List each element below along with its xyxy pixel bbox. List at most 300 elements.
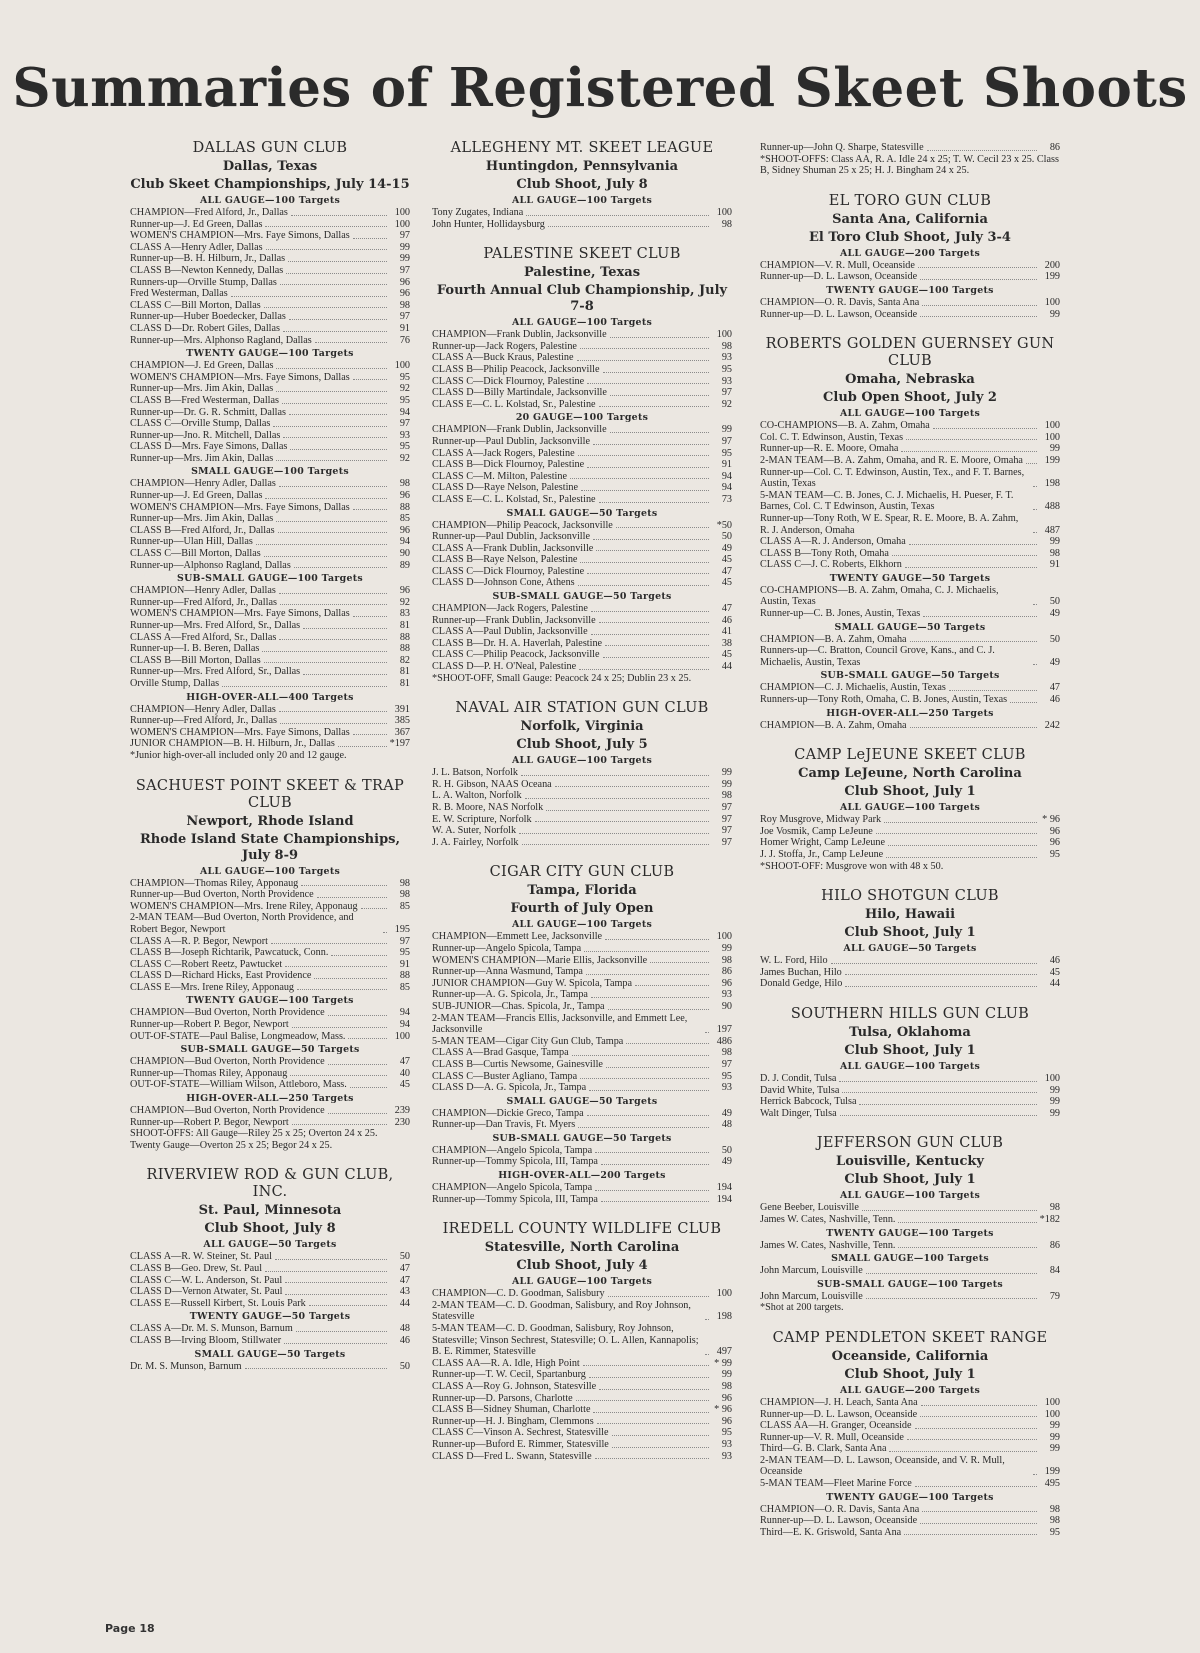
- score: 194: [716, 1182, 732, 1194]
- dot-leader: [599, 1389, 709, 1390]
- score: 97: [399, 935, 410, 947]
- score: 95: [721, 447, 732, 459]
- dot-leader: [292, 1027, 387, 1028]
- shooter-name: Runner-up—H. J. Bingham, Clemmons: [432, 1415, 594, 1427]
- score: 45: [721, 554, 732, 566]
- event-title: Club Shoot, July 4: [516, 1258, 648, 1274]
- score: 100: [1044, 296, 1060, 308]
- shooter-name: WOMEN'S CHAMPION—Mrs. Faye Simons, Dallas: [130, 726, 350, 738]
- score: 84: [1049, 1265, 1060, 1277]
- shooter-name: CLASS E—Russell Kirbert, St. Louis Park: [130, 1297, 306, 1309]
- shooter-name: 5-MAN TEAM—Fleet Marine Force: [760, 1478, 912, 1490]
- dot-leader: [1033, 1474, 1037, 1475]
- club-section: [432, 246, 732, 684]
- club-name: ALLEGHENY MT. SKEET LEAGUE: [450, 140, 714, 156]
- shooter-name: John Marcum, Louisville: [760, 1290, 863, 1302]
- gauge-group: [432, 508, 732, 590]
- dot-leader: [522, 844, 710, 845]
- score: 45: [399, 1079, 410, 1091]
- shooter-name: CLASS A—Fred Alford, Sr., Dallas: [130, 631, 277, 643]
- gauge-group: [130, 1349, 410, 1373]
- result-row: [432, 955, 732, 967]
- dot-leader: [572, 1055, 709, 1056]
- gauge-heading: ALL GAUGE—50 Targets: [203, 1239, 337, 1251]
- result-row: [432, 1156, 732, 1168]
- score: 47: [721, 565, 732, 577]
- result-row: [130, 513, 410, 525]
- result-row: [432, 931, 732, 943]
- result-row: [760, 1443, 1060, 1455]
- score: 96: [1049, 837, 1060, 849]
- score: 92: [399, 383, 410, 395]
- result-row: [760, 297, 1060, 309]
- dot-leader: [587, 1115, 709, 1116]
- event-title: Club Shoot, July 1: [844, 1366, 976, 1382]
- result-row: [130, 560, 410, 572]
- dot-leader: [862, 1210, 1037, 1211]
- score: 97: [721, 813, 732, 825]
- result-row: [130, 323, 410, 335]
- score: 197: [716, 1024, 732, 1036]
- club-section: [130, 1167, 410, 1372]
- results-columns: [0, 140, 1200, 1620]
- gauge-heading: SUB-SMALL GAUGE—100 Targets: [817, 1278, 1003, 1290]
- result-row: [760, 1455, 1060, 1478]
- result-row: [432, 482, 732, 494]
- score: 239: [394, 1105, 410, 1117]
- result-row: [760, 837, 1060, 849]
- score: 95: [1049, 1526, 1060, 1538]
- result-row: [760, 814, 1060, 826]
- dot-leader: [593, 444, 709, 445]
- shooter-name: CLASS D—Fred L. Swann, Statesville: [432, 1450, 592, 1462]
- shooter-name: CHAMPION—Henry Adler, Dallas: [130, 585, 276, 597]
- result-row: [130, 502, 410, 514]
- gauge-group: [432, 317, 732, 410]
- shooter-name: OUT-OF-STATE—William Wilson, Attleboro, Mass.: [130, 1079, 347, 1091]
- dot-leader: [597, 1423, 709, 1424]
- result-row: [130, 959, 410, 971]
- event-title: El Toro Club Shoot, July 3-4: [809, 229, 1011, 245]
- dot-leader: [905, 567, 1037, 568]
- shooter-name: CHAMPION—Thomas Riley, Apponaug: [130, 877, 299, 889]
- dot-leader: [296, 1331, 387, 1332]
- dot-leader: [265, 498, 387, 499]
- score: 92: [399, 596, 410, 608]
- result-row: [432, 989, 732, 1001]
- dot-leader: [291, 215, 387, 216]
- score: 98: [721, 218, 732, 230]
- result-row: [432, 1393, 732, 1405]
- dot-leader: [283, 331, 387, 332]
- result-row: [760, 585, 1060, 608]
- result-row: [432, 448, 732, 460]
- result-row: [432, 1036, 732, 1048]
- result-row: [432, 387, 732, 399]
- result-row: [760, 1420, 1060, 1432]
- score: 100: [1044, 1396, 1060, 1408]
- score: 49: [1049, 608, 1060, 620]
- gauge-heading: SMALL GAUGE—50 Targets: [506, 1095, 658, 1107]
- score: 50: [399, 1360, 410, 1372]
- dot-leader: [589, 1377, 709, 1378]
- result-row: [760, 260, 1060, 272]
- club-section: [432, 140, 732, 230]
- score: 99: [1049, 1431, 1060, 1443]
- result-row: [130, 655, 410, 667]
- score: 98: [399, 299, 410, 311]
- shooter-name: CHAMPION—Dickie Greco, Tampa: [432, 1107, 584, 1119]
- result-row: [130, 525, 410, 537]
- result-row: [760, 720, 1060, 732]
- club-location: Newport, Rhode Island: [186, 813, 354, 829]
- shooter-name: Runner-up—D. L. Lawson, Oceanside: [760, 1408, 918, 1420]
- dot-leader: [309, 1305, 387, 1306]
- dot-leader: [591, 611, 709, 612]
- gauge-group: [760, 622, 1060, 669]
- result-row: [760, 682, 1060, 694]
- dot-leader: [601, 1164, 709, 1165]
- shooter-name: CHAMPION—Henry Adler, Dallas: [130, 703, 276, 715]
- score: 99: [721, 424, 732, 436]
- score: *182: [1039, 1213, 1060, 1225]
- score: 95: [399, 371, 410, 383]
- result-row: [130, 947, 410, 959]
- result-row: [432, 1108, 732, 1120]
- result-row: [130, 585, 410, 597]
- dot-leader: [273, 426, 387, 427]
- shooter-name: JUNIOR CHAMPION—B. H. Hilburn, Jr., Dallas: [130, 738, 335, 750]
- shooter-name: W. L. Ford, Hilo: [760, 955, 828, 967]
- score: 47: [721, 603, 732, 615]
- score: 96: [399, 490, 410, 502]
- shooter-name: CHAMPION—Bud Overton, North Providence: [130, 1105, 325, 1117]
- score: 47: [1049, 682, 1060, 694]
- club-section: [760, 1006, 1060, 1119]
- dot-leader: [328, 1015, 387, 1016]
- result-row: [130, 1019, 410, 1031]
- shooter-name: CLASS D—Dr. Robert Giles, Dallas: [130, 322, 280, 334]
- score: 98: [399, 889, 410, 901]
- dot-leader: [279, 711, 387, 712]
- result-row: [432, 1451, 732, 1463]
- gauge-group: [130, 1093, 410, 1128]
- dot-leader: [595, 1152, 709, 1153]
- club-section: [432, 1221, 732, 1462]
- shooter-name: CHAMPION—B. A. Zahm, Omaha: [760, 633, 907, 645]
- dot-leader: [265, 226, 387, 227]
- shooter-name: James Buchan, Hilo: [760, 966, 842, 978]
- dot-leader: [612, 1447, 709, 1448]
- shooter-name: CHAMPION—J. H. Leach, Santa Ana: [760, 1396, 918, 1408]
- gauge-heading: ALL GAUGE—200 Targets: [839, 1384, 981, 1396]
- shooter-name: CLASS B—Dick Flournoy, Palestine: [432, 459, 585, 471]
- score: 391: [394, 703, 410, 715]
- dot-leader: [1033, 664, 1037, 665]
- club-name: ROBERTS GOLDEN GUERNSEY GUN CLUB: [765, 336, 1055, 370]
- result-row: [432, 1182, 732, 1194]
- result-row: [760, 955, 1060, 967]
- dot-leader: [303, 674, 387, 675]
- score: 49: [721, 542, 732, 554]
- dot-leader: [353, 509, 387, 510]
- shooter-name: Runner-up—Mrs. Jim Akin, Dallas: [130, 383, 274, 395]
- shooter-name: Roy Musgrove, Midway Park: [760, 814, 882, 826]
- score: 242: [1044, 719, 1060, 731]
- score: 99: [1049, 308, 1060, 320]
- shooter-name: 2-MAN TEAM—C. D. Goodman, Salisbury, and Roy Johnson, Statesville: [432, 1299, 691, 1323]
- dot-leader: [578, 1127, 709, 1128]
- shooter-name: JUNIOR CHAMPION—Guy W. Spicola, Tampa: [432, 977, 633, 989]
- result-row: [432, 966, 732, 978]
- shooter-name: Runner-up—Col. C. T. Edwinson, Austin, Tex., and F. T. Barnes, Austin, Texas: [760, 466, 1025, 490]
- result-row: [130, 608, 410, 620]
- shooter-name: W. A. Suter, Norfolk: [432, 825, 517, 837]
- result-row: [432, 554, 732, 566]
- shooter-name: R. B. Moore, NAS Norfolk: [432, 802, 544, 813]
- result-row: [130, 360, 410, 372]
- club-location: Camp LeJeune, North Carolina: [798, 766, 1022, 782]
- dot-leader: [285, 1282, 387, 1283]
- shooter-name: J. A. Fairley, Norfolk: [432, 836, 519, 848]
- dot-leader: [265, 1271, 387, 1272]
- shooter-name: Runner-up—Tony Roth, W E. Spear, R. E. Moore, B. A. Zahm, R. J. Anderson, Omaha: [760, 512, 1019, 536]
- score: 88: [399, 970, 410, 982]
- shooter-name: CLASS B—Fred Westerman, Dallas: [130, 394, 279, 406]
- dot-leader: [599, 622, 709, 623]
- result-row: [432, 1071, 732, 1083]
- club-section: [760, 193, 1060, 320]
- shooter-name: Runner-up—Ulan Hill, Dallas: [130, 536, 253, 548]
- shooter-name: Runner-up—I. B. Beren, Dallas: [130, 643, 260, 655]
- club-section: [760, 336, 1060, 731]
- dot-leader: [264, 662, 387, 663]
- result-row: [760, 1504, 1060, 1516]
- dot-leader: [290, 1075, 387, 1076]
- club-name: CAMP PENDLETON SKEET RANGE: [772, 1329, 1048, 1346]
- dot-leader: [606, 1067, 709, 1068]
- result-row: [432, 1300, 732, 1323]
- score: 50: [721, 1144, 732, 1156]
- result-row: [130, 715, 410, 727]
- shooter-name: Runners-up—C. Bratton, Council Grove, Kans., and C. J. Michaelis, Austin, Texas: [760, 645, 995, 668]
- dot-leader: [276, 521, 387, 522]
- score: 95: [721, 363, 732, 375]
- score: 199: [1044, 1466, 1060, 1478]
- gauge-heading: 20 GAUGE—100 Targets: [515, 412, 649, 424]
- shooter-name: CHAMPION—C. D. Goodman, Salisbury: [432, 1288, 605, 1300]
- shooter-name: CLASS D—A. G. Spicola, Jr., Tampa: [432, 1082, 587, 1094]
- dot-leader: [866, 1273, 1037, 1274]
- shooter-name: Runner-up—Mrs. Jim Akin, Dallas: [130, 513, 274, 525]
- result-row: [760, 978, 1060, 990]
- result-row: [130, 632, 410, 644]
- result-row: [432, 1047, 732, 1059]
- dot-leader: [1033, 509, 1037, 510]
- dot-leader: [901, 451, 1037, 452]
- dot-leader: [290, 449, 387, 450]
- club-location: Norfolk, Virginia: [520, 719, 644, 735]
- dot-leader: [650, 962, 709, 963]
- score: 99: [1049, 1443, 1060, 1455]
- shooter-name: WOMEN'S CHAMPION—Mrs. Faye Simons, Dallas: [130, 371, 350, 383]
- shooter-name: Donald Gedge, Hilo: [760, 978, 843, 990]
- result-row: [130, 1031, 410, 1043]
- shooter-name: Runner-up—Fred Alford, Jr., Dallas: [130, 596, 277, 608]
- result-row: [130, 901, 410, 913]
- score: 100: [394, 360, 410, 372]
- score: 86: [1049, 142, 1060, 153]
- score: 38: [721, 637, 732, 649]
- dot-leader: [222, 686, 387, 687]
- club-location: Huntingdon, Pennsylvania: [485, 159, 679, 174]
- shooter-name: James W. Cates, Nashville, Tenn.: [760, 1213, 896, 1225]
- result-row: [130, 970, 410, 982]
- score: 47: [399, 1274, 410, 1286]
- dot-leader: [286, 273, 387, 274]
- dot-leader: [1010, 702, 1037, 703]
- score: 100: [1044, 431, 1060, 443]
- dot-leader: [889, 1451, 1037, 1452]
- result-row: [432, 779, 732, 791]
- shooter-name: Runner-up—Mrs. Fred Alford, Sr., Dallas: [130, 620, 301, 631]
- shooter-name: 5-MAN TEAM—C. B. Jones, C. J. Michaelis, H. Pueser, F. T. Barnes, Col. C. T Edwinson, Austin, Texas: [760, 489, 1014, 513]
- gauge-heading: ALL GAUGE—100 Targets: [839, 408, 981, 420]
- shooter-name: Runner-up—Jno. R. Mitchell, Dallas: [130, 429, 281, 441]
- result-row: [432, 376, 732, 388]
- shooter-name: CLASS E—C. L. Kolstad, Sr., Palestine: [432, 493, 596, 505]
- club-section: [760, 1330, 1060, 1539]
- shooter-name: CLASS A—Brad Gasque, Tampa: [432, 1047, 569, 1059]
- score: 96: [399, 276, 410, 288]
- column-3: [760, 140, 1060, 1620]
- event-title: Club Shoot, July 1: [844, 1172, 976, 1188]
- shooter-name: CHAMPION—Fred Alford, Jr., Dallas: [130, 207, 288, 218]
- gauge-group: [760, 285, 1060, 320]
- result-row: [760, 490, 1060, 513]
- score: 41: [721, 626, 732, 638]
- score: 94: [399, 536, 410, 548]
- result-row: [130, 912, 410, 935]
- gauge-group: [760, 142, 1060, 154]
- score: 495: [1044, 1478, 1060, 1490]
- result-row: [432, 943, 732, 955]
- result-row: [760, 1515, 1060, 1527]
- result-row: [760, 1202, 1060, 1214]
- dot-leader: [256, 544, 387, 545]
- shooter-name: CLASS E—Mrs. Irene Riley, Apponaug: [130, 981, 295, 993]
- result-row: [760, 548, 1060, 560]
- gauge-group: [130, 1311, 410, 1346]
- shooter-name: Runner-up—Robert P. Begor, Newport: [130, 1019, 289, 1031]
- result-row: [760, 1214, 1060, 1226]
- dot-leader: [584, 951, 709, 952]
- score: 96: [721, 977, 732, 989]
- shooter-name: CHAMPION—Angelo Spicola, Tampa: [432, 1144, 593, 1156]
- result-row: [130, 643, 410, 655]
- dot-leader: [338, 746, 387, 747]
- club-name: SOUTHERN HILLS GUN CLUB: [790, 1005, 1030, 1022]
- dot-leader: [526, 215, 709, 216]
- score: 91: [1049, 559, 1060, 571]
- result-row: [760, 1096, 1060, 1108]
- score: 47: [399, 1056, 410, 1068]
- dot-leader: [285, 966, 387, 967]
- shooter-name: Third—G. B. Clark, Santa Ana: [760, 1443, 887, 1455]
- result-row: [432, 626, 732, 638]
- shooter-name: Herrick Babcock, Tulsa: [760, 1096, 857, 1108]
- score: 86: [721, 966, 732, 978]
- score: 45: [721, 577, 732, 589]
- result-row: [130, 1056, 410, 1068]
- score: 100: [716, 329, 732, 341]
- shooter-name: CLASS D—Billy Martindale, Jacksonville: [432, 387, 607, 399]
- club-name: CAMP LeJEUNE SKEET CLUB: [794, 747, 1026, 764]
- result-row: [432, 649, 732, 661]
- gauge-group: [130, 1239, 410, 1309]
- gauge-heading: SMALL GAUGE—50 Targets: [834, 621, 986, 633]
- shooter-name: D. J. Condit, Tulsa: [760, 1072, 837, 1084]
- dot-leader: [599, 406, 709, 407]
- dot-leader: [599, 502, 709, 503]
- shooter-name: Runner-up—Mrs. Fred Alford, Sr., Dallas: [130, 666, 301, 678]
- gauge-heading: HIGH-OVER-ALL—200 Targets: [498, 1170, 666, 1182]
- gauge-heading: ALL GAUGE—100 Targets: [511, 1276, 653, 1288]
- gauge-group: [432, 1170, 732, 1205]
- shooter-name: CLASS C—Vinson A. Sechrest, Statesville: [432, 1427, 609, 1439]
- dot-leader: [842, 1092, 1037, 1093]
- dot-leader: [845, 974, 1037, 975]
- dot-leader: [583, 1365, 709, 1366]
- shooter-name: Runner-up—Mrs. Alphonso Ragland, Dallas: [130, 334, 312, 346]
- result-row: [432, 566, 732, 578]
- score: 200: [1044, 259, 1060, 271]
- score: 97: [721, 1058, 732, 1070]
- dot-leader: [266, 249, 387, 250]
- score: 45: [721, 649, 732, 661]
- score: 97: [721, 825, 732, 837]
- shooter-name: CO-CHAMPIONS—B. A. Zahm, Omaha: [760, 420, 930, 432]
- shooter-name: James W. Cates, Nashville, Tenn.: [760, 1239, 896, 1251]
- result-row: [432, 1323, 732, 1358]
- club-name: NAVAL AIR STATION GUN CLUB: [455, 700, 709, 717]
- score: 40: [399, 1067, 410, 1079]
- shooter-name: Runner-up—A. G. Spicola, Jr., Tampa: [432, 989, 588, 1001]
- score: 79: [1049, 1290, 1060, 1302]
- result-row: [760, 271, 1060, 283]
- result-row: [432, 1001, 732, 1013]
- shooter-name: J. J. Stoffa, Jr., Camp LeJeune: [760, 849, 884, 860]
- shooter-name: CHAMPION—Philip Peacock, Jacksonville: [432, 519, 613, 531]
- shooter-name: CLASS B—Geo. Drew, St. Paul: [130, 1263, 263, 1274]
- score: 89: [399, 559, 410, 571]
- shooter-name: Runner-up—Huber Boedecker, Dallas: [130, 311, 286, 323]
- score: 97: [721, 802, 732, 813]
- score: 99: [399, 253, 410, 265]
- score: * 96: [1042, 814, 1060, 826]
- score: 100: [1044, 1408, 1060, 1420]
- score: 82: [399, 654, 410, 666]
- shooter-name: CLASS D—P. H. O'Neal, Palestine: [432, 661, 577, 673]
- shooter-name: CLASS A—Paul Dublin, Jacksonville: [432, 626, 588, 638]
- club-location: Tulsa, Oklahoma: [849, 1024, 971, 1040]
- club-location: Santa Ana, California: [832, 211, 988, 227]
- shooter-name: CHAMPION—O. R. Davis, Santa Ana: [760, 296, 920, 308]
- shooter-name: CHAMPION—Bud Overton, North Providence: [130, 1056, 325, 1068]
- dot-leader: [923, 616, 1037, 617]
- gauge-group: [432, 1096, 732, 1131]
- dot-leader: [587, 467, 709, 468]
